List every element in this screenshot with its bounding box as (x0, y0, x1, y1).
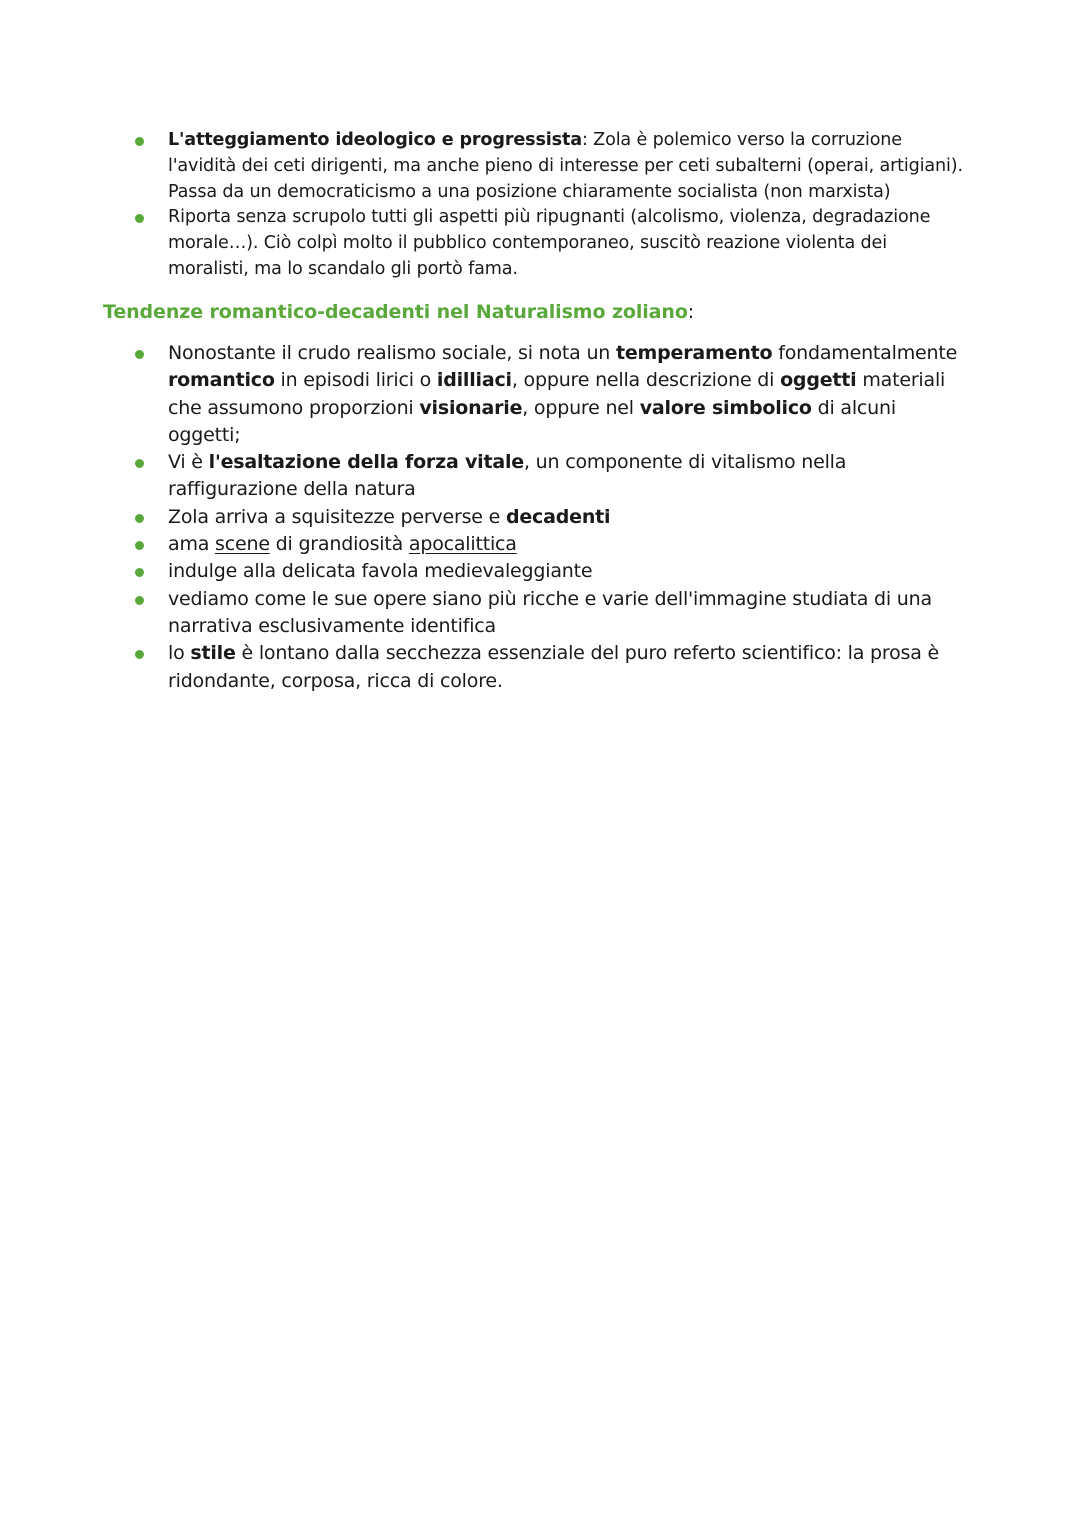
bullet-icon (135, 350, 144, 359)
text-run: lo (168, 642, 191, 665)
bold-phrase: L'atteggiamento ideologico e progressista (168, 130, 582, 150)
text-run: di grandiosità (269, 533, 409, 556)
text-run: materiali che assumono proporzioni (168, 369, 946, 419)
underlined-word: scene (215, 533, 270, 556)
bullet-list-romantic-tendencies (0, 340, 1080, 695)
text-run: vediamo come le sue opere siano più ricche e varie dell'immagine studiata di una narrativa esclusivamente identifica (168, 587, 932, 637)
heading-text: Tendenze romantico-decadenti nel Naturalismo zoliano (103, 301, 688, 323)
bullet-icon (135, 568, 144, 577)
list-item (0, 504, 1080, 531)
list-item (0, 558, 1080, 585)
text-run: Vi è (168, 451, 209, 474)
list-item-text (168, 205, 973, 282)
text-run: ama (168, 533, 216, 556)
bold-phrase: l'esaltazione della forza vitale (208, 451, 524, 474)
text-run: Riporta senza scrupolo tutti gli aspetti più ripugnanti (alcolismo, violenza, degradazione morale…). Ciò colpì molto il pubblico contemporaneo, suscitò reazione violenta dei moralisti, ma lo scandalo gli portò fama. (168, 207, 931, 279)
bullet-icon (135, 541, 144, 550)
text-run: Nonostante il crudo realismo sociale, si nota un (168, 342, 616, 364)
bold-phrase: romantico (168, 369, 275, 392)
text-run: in episodi lirici o (274, 369, 437, 392)
list-item (0, 449, 1080, 504)
list-item (0, 586, 1080, 641)
text-run: Zola arriva a squisitezze perverse e (168, 505, 506, 528)
heading-colon: : (687, 301, 695, 323)
bold-phrase: stile (190, 642, 236, 665)
text-run: , un componente di vitalismo nella raffigurazione della natura (168, 451, 847, 501)
bold-phrase: valore simbolico (639, 396, 812, 419)
bullet-icon (135, 650, 144, 659)
list-item-text (168, 586, 973, 641)
list-item (0, 640, 1080, 695)
section-heading (103, 298, 694, 326)
bullet-icon (135, 214, 144, 223)
text-run: , oppure nel (522, 396, 640, 419)
list-item-text (168, 558, 973, 585)
list-item (0, 531, 1080, 558)
bold-phrase: visionarie (419, 396, 523, 419)
text-run: : Zola è polemico verso la corruzione l'avidità dei ceti dirigenti, ma anche pieno di interesse per ceti subalterni (operai, artigiani). Passa da un democraticismo a una posizione chiaramente socialista (non marxista) (168, 130, 963, 202)
list-item-text (168, 531, 973, 558)
text-run: , oppure nella descrizione di (511, 369, 781, 392)
bullet-icon (135, 514, 144, 523)
text-run: di alcuni oggetti; (168, 396, 896, 446)
list-item (0, 128, 1080, 205)
bullet-icon (135, 137, 144, 146)
list-item-text (168, 640, 973, 695)
bold-phrase: decadenti (505, 505, 611, 528)
text-run: fondamentalmente (772, 342, 958, 364)
bullet-icon (135, 596, 144, 605)
list-item-text (168, 449, 973, 504)
bold-phrase: idilliaci (436, 369, 512, 392)
list-item-text (168, 340, 973, 449)
bullet-icon (135, 459, 144, 468)
list-item (0, 340, 1080, 449)
text-run: indulge alla delicata favola medievaleggiante (168, 560, 593, 583)
text-run: è lontano dalla secchezza essenziale del puro referto scientifico: la prosa è ridondante, corposa, ricca di colore. (168, 642, 939, 692)
bullet-list-ideology (0, 128, 1080, 283)
list-item-text (168, 504, 973, 531)
bold-phrase: temperamento (615, 342, 773, 364)
list-item (0, 205, 1080, 282)
bold-phrase: oggetti (780, 369, 857, 392)
underlined-word: apocalittica (408, 533, 517, 556)
list-item-text (168, 128, 973, 205)
